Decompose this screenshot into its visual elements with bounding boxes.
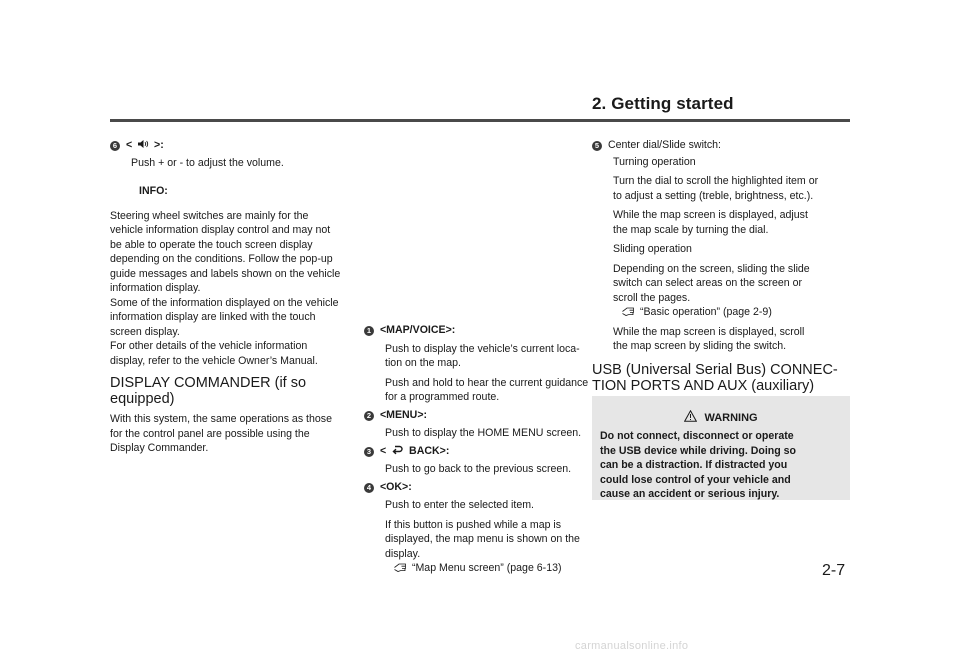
left-column [110,138,350,456]
callout-marker: 6 [110,141,120,151]
page-number: 2-7 [822,562,846,579]
item3-desc: Push to go back to the previous screen. [385,463,572,475]
warning-box [592,396,850,500]
right-column [592,138,854,410]
item6-desc: Push + or - to adjust the volume. [131,156,284,169]
display-commander-body: With this system, the same operations as those for the control panel are possible using the Display Commander. [110,413,332,454]
item5-desc: Turning operation Turn the dial to scroll the highlighted item or to adjust a setting (treble, brightness, etc.). While the map screen is displayed, adjust the map scale by turning the dial. Sliding operation Depending on the screen, sliding the slide switch can select areas on the screen or scroll the pages. “Basic operation” (page 2-9) While the map screen is displayed, scroll the map screen by sliding the switch. [592,155,854,354]
info-text: Steering wheel switches are mainly for the vehicle information display control and may not be able to operate the touch screen display depending on the conditions. Follow the pop-up guide messages and labels shown on the vehicle information display. Some of the information displayed on the vehicle information display are linked with the touch screen display. For other details of the vehicle information display, refer to the vehicle Owner’s Manual. [110,209,341,367]
display-commander-heading: DISPLAY COMMANDER (if so equipped) [110,375,307,407]
middle-column [364,323,589,576]
item6-line: 6 < >: [110,138,350,153]
map-menu-ref: “Map Menu screen” (page 6-13) [385,561,589,576]
item5-label: 5 Center dial/Slide switch: [592,138,854,153]
item2-label: 2 <MENU>: [364,408,589,423]
callout-marker: 5 [592,141,602,151]
speaker-icon [137,139,149,149]
warning-title: WARNING [592,410,850,424]
header-rule [110,119,850,122]
usb-heading: USB (Universal Serial Bus) CONNEC- TION PORTS AND AUX (auxiliary) [592,361,838,394]
item2-desc: Push to display the HOME MENU screen. [385,427,582,439]
warning-text: Do not connect, disconnect or operate the USB device while driving. Doing so can be a distraction. If distracted you could lose control of your vehicle and cause an accident or serious injury. [600,430,797,500]
warning-icon [684,410,697,422]
item3-label: 3 < BACK>: [364,444,589,459]
item1-desc: Push to display the vehicle’s current loca- tion on the map. Push and hold to hear the current guidance for a programmed route. [385,342,589,403]
reference-hand-icon [622,307,635,316]
callout-marker: 4 [364,483,374,493]
callout-marker: 2 [364,411,374,421]
info-label: INFO: [139,185,168,197]
callout-marker: 1 [364,326,374,336]
footer-watermark: carmanualsonline.info [575,640,689,652]
basic-operation-ref: “Basic operation” (page 2-9) [613,305,854,320]
back-arrow-icon [392,445,403,455]
callout-marker: 3 [364,447,374,457]
reference-hand-icon [394,563,407,572]
section-title: 2. Getting started [592,94,734,113]
item4-label: 4 <OK>: [364,480,589,495]
item4-desc: Push to enter the selected item. If this button is pushed while a map is displayed, the map menu is shown on the display. “Map Menu screen” (page 6-13) [364,498,589,576]
item1-label: 1 <MAP/VOICE>: [364,323,589,338]
